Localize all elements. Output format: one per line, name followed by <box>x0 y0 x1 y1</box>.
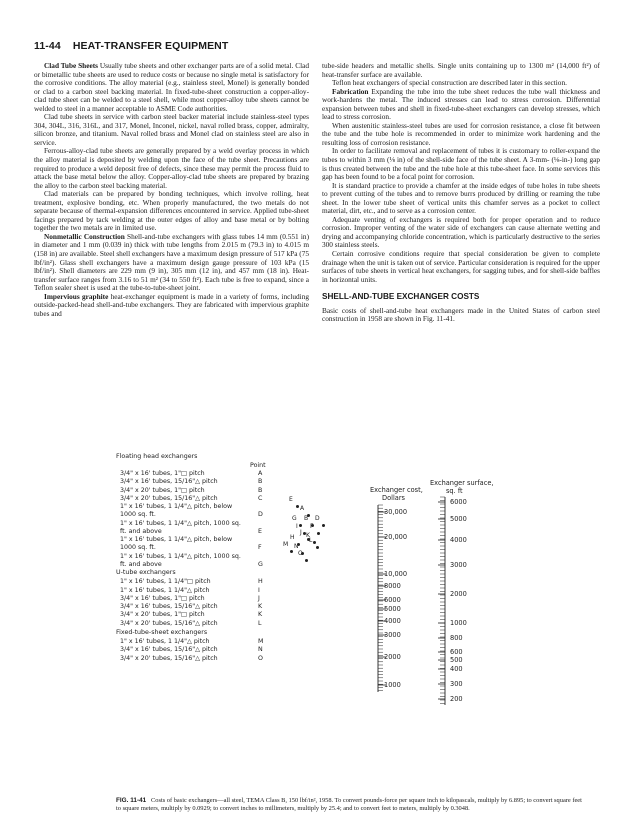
surface-tick-label: 800 <box>450 634 463 642</box>
legend-entry: 1" x 16' tubes, 1 1/4"△ pitch, below <box>120 536 233 543</box>
paragraph-text: Ferrous-alloy-clad tube sheets are generally prepared by a weld overlay process in which the alloy material is deposited by welding upon the face of the tube sheet. Precautions are required to produce a weld deposit free of defects, since these may permit the process fluid to attack the base metal below the alloy. Copper-alloy-clad tube sheets are prepared by brazing the alloy to the carbon steel backing material. <box>34 146 309 190</box>
legend-point-letter: E <box>258 527 262 535</box>
legend-point-letter: I <box>258 586 260 594</box>
cost-tick-label: 4000 <box>384 617 401 625</box>
cost-tick-label: 3000 <box>384 631 401 639</box>
legend-point-letter: L <box>258 619 262 627</box>
legend-entry: 1000 sq. ft. <box>120 511 156 519</box>
surface-tick-label: 500 <box>450 656 463 664</box>
paragraph-text: Shell-and-tube exchangers with glass tubes 14 mm (0.551 in) in diameter and 1 mm (0.039 in) thick with tube lengths from 2.015 m (79.3 in) to 4.015 m (158 in) are available. Steel shell exchangers have a maximum design pressure of 517 kPa (75 lbf/in²). Glass shell exchangers have a maximum design gauge pressure of 103 kPa (15 lbf/in²). Shell diameters are 229 mm (9 in), 305 mm (12 in), and 457 mm (18 in). Heat-transfer surface ranges from 3.16 to 51 m² (34 to 550 ft²). Each tube is free to expand, since a Teflon sealer sheet is used at the tube-to-tube-sheet joint. <box>34 231 309 293</box>
legend-entry: 1" x 16' tubes, 1 1/4"△ pitch <box>120 586 210 594</box>
paragraph-text: When austenitic stainless-steel tubes are used for corrosion resistance, a close fit between the tube and the tube hole is recommended in order to minimize work hardening and the resulting loss of corrosion resistance. <box>322 120 600 147</box>
plot-point <box>313 541 316 544</box>
caption-text: Costs of basic exchangers—all steel, TEMA Class B, 150 lbf/in², 1958. To convert pounds-force per square inch to kilopascals, multiply by 6.895; to convert square feet to square meters, multiply by 0.0929; to convert inches to millimeters, multiply by 25.4; and to convert feet to meters, multiply by 0.3048. <box>116 797 582 812</box>
paragraph-text: tube-side headers and metallic shells. Single units containing up to 1300 m² (14,000 ft²) of heat-transfer surface are available. <box>322 61 600 79</box>
legend-point-letter: F <box>258 544 262 552</box>
plot-point-label: E <box>289 496 293 503</box>
cost-tick-label: 8000 <box>384 582 401 590</box>
cost-axis-title: Dollars <box>382 494 405 502</box>
cost-tick-label: 2000 <box>384 653 401 661</box>
plot-point-label: M <box>283 541 289 548</box>
surface-tick-label: 300 <box>450 680 463 688</box>
surface-tick-label: 6000 <box>450 498 467 506</box>
legend-entry: 3/4" x 16' tubes, 1"□ pitch <box>120 594 205 602</box>
left-paragraph <box>34 293 309 319</box>
legend-point-letter: M <box>258 638 264 645</box>
legend-point-letter: C <box>258 494 263 502</box>
plot-point-label: L <box>309 537 313 544</box>
legend-entry: 3/4" x 16' tubes, 15/16"△ pitch <box>120 646 218 654</box>
plot-point-label: O <box>298 550 303 557</box>
right-paragraph <box>322 88 600 122</box>
legend-entry: 1" x 16' tubes, 1 1/4"△ pitch, 1000 sq. <box>120 519 241 527</box>
legend-group-title: Fixed-tube-sheet exchangers <box>116 628 208 636</box>
left-paragraph <box>34 190 309 233</box>
paragraph-text: Expanding the tube into the tube sheet reduces the tube wall thickness and work-hardens the metal. The induced stresses can lead to stress corrosion. Differential expansion between tubes and shell in fixed-tube-sheet exchangers can develop stresses, which lead to stress corrosion. <box>322 86 600 122</box>
plot-point <box>305 559 308 562</box>
legend-entry: 3/4" x 16' tubes, 15/16"△ pitch <box>120 478 218 486</box>
right-column <box>322 62 600 324</box>
paragraph-text: Clad materials can be prepared by bonding techniques, which involve rolling, heat treatment, explosive bonding, etc. When properly manufactured, the two metals do not separate because of thermal-expansion differences encountered in service. Applied tube-sheet facings prepared by tack welding at the outer edges of alloy and base metal or by bolting together the two metals are in limited use. <box>34 189 309 233</box>
surface-tick-label: 3000 <box>450 561 467 569</box>
legend-entry: 3/4" x 20' tubes, 1"□ pitch <box>120 611 205 619</box>
legend-entry: 3/4" x 20' tubes, 15/16"△ pitch <box>120 619 218 627</box>
legend-point-letter: J <box>258 594 260 602</box>
plot-point-label: N <box>294 543 299 550</box>
surface-tick-label: 2000 <box>450 590 467 598</box>
surface-tick-label: 4000 <box>450 536 467 544</box>
plot-point-label: B <box>304 515 309 522</box>
right-paragraph <box>322 122 600 148</box>
legend-entry: 1" x 16' tubes, 1 1/4"△ pitch <box>120 638 210 645</box>
point-column-header: Point <box>250 462 266 469</box>
left-paragraph <box>34 233 309 293</box>
left-paragraph <box>34 62 309 113</box>
surface-tick-label: 5000 <box>450 515 467 523</box>
surface-tick-label: 600 <box>450 648 463 656</box>
plot-point <box>317 532 320 535</box>
plot-point-label: I <box>296 523 298 530</box>
right-paragraph <box>322 182 600 216</box>
legend-point-letter: K <box>258 603 263 610</box>
plot-point <box>299 524 302 527</box>
cost-axis-title: Exchanger cost, <box>370 486 423 494</box>
cost-tick-label: 1000 <box>384 681 401 689</box>
paragraph-text: In order to facilitate removal and replacement of tubes it is customary to roller-expand the tubes to within 3 mm (⅛ in) of the shell-side face of the tube sheet. A 3-mm- (⅛-in-) long gap is thus created between the tube and the tube hole at this tube-sheet face. In some services this gap has been found to be a focal point for corrosion. <box>322 146 600 182</box>
legend-point-letter: G <box>258 560 263 568</box>
legend-entry: 3/4" x 20' tubes, 15/16"△ pitch <box>120 494 218 502</box>
run-in-heading: Fabrication <box>332 86 369 96</box>
left-paragraph <box>34 113 309 147</box>
plot-point <box>290 550 293 553</box>
cost-tick-label: 20,000 <box>384 533 408 541</box>
legend-point-letter: H <box>258 578 263 586</box>
run-in-heading: Clad Tube Sheets <box>44 61 98 70</box>
cost-tick-label: 10,000 <box>384 570 408 578</box>
right-paragraph <box>322 62 600 79</box>
paragraph-text: Clad tube sheets in service with carbon steel backer material include stainless-steel types 304, 304L, 316, 316L, and 317, Monel, Inconel, nickel, naval rolled brass, copper, admiralty, silicon bronze, and titanium. Naval rolled brass and Monel clad on stainless steel are also in service. <box>34 112 309 147</box>
legend-title: Floating head exchangers <box>116 453 198 460</box>
legend-entry: 1" x 16' tubes, 1 1/4"□ pitch <box>120 578 211 586</box>
paragraph-text: Certain corrosive conditions require that special consideration be given to complete drainage when the unit is taken out of service. Particular consideration is required for the upper surfaces of tube sheets in vertical heat exchangers, for sagging tubes, and for shell-side baffles in horizontal units. <box>322 249 600 284</box>
cost-tick-label: 6000 <box>384 596 401 604</box>
plot-point-label: H <box>290 534 295 541</box>
right-paragraph <box>322 250 600 284</box>
legend-point-letter: A <box>258 470 263 477</box>
legend-entry: 1000 sq. ft. <box>120 544 156 552</box>
legend-group-title: U-tube exchangers <box>116 569 176 576</box>
left-paragraph <box>34 147 309 190</box>
right-paragraph <box>322 147 600 181</box>
surface-tick-label: 400 <box>450 665 463 673</box>
legend-entry: ft. and above <box>120 527 162 535</box>
legend-point-letter: B <box>258 478 263 486</box>
section-text-costs: Basic costs of shell-and-tube heat exchangers made in the United States of carbon steel construction in 1958 are shown in Fig. 11-41. <box>322 305 600 324</box>
legend-point-letter: K <box>258 611 263 619</box>
plot-point <box>316 546 319 549</box>
section-title-costs: SHELL-AND-TUBE EXCHANGER COSTS <box>322 292 480 302</box>
figure-caption <box>116 797 586 813</box>
legend-entry: 1" x 16' tubes, 1 1/4"△ pitch, 1000 sq. <box>120 552 241 560</box>
plot-point <box>296 505 299 508</box>
legend-point-letter: D <box>258 511 263 519</box>
surface-tick-label: 1000 <box>450 619 467 627</box>
legend-point-letter: B <box>258 486 263 494</box>
legend-entry: 1" x 16' tubes, 1 1/4"△ pitch, below <box>120 503 233 510</box>
paragraph-text: It is standard practice to provide a chamfer at the inside edges of tube holes in tube sheets to prevent cutting of the tubes and to remove burrs produced by drilling or reaming the tube sheet. In the lower tube sheet of vertical units this chamfer serves as a pocket to collect material, dirt, etc., and to serve as a corrosion center. <box>322 180 600 216</box>
plot-point-label: K <box>306 532 310 539</box>
surface-axis-title: sq. ft <box>446 487 463 495</box>
plot-point-label: D <box>315 515 320 522</box>
paragraph-text: Teflon heat exchangers of special construction are described later in this section. <box>332 78 567 88</box>
surface-tick-label: 200 <box>450 695 463 703</box>
legend-entry: 3/4" x 20' tubes, 1"□ pitch <box>120 486 205 494</box>
paragraph-text: Adequate venting of exchangers is required both for proper operation and to reduce corrosion. Improper venting of the water side of exchangers can cause alternate wetting and drying and accompanying chloride concentration, which is particularly destructive to the series 300 stainless steels. <box>322 214 600 250</box>
figure-11-41 <box>112 447 582 792</box>
legend-point-letter: N <box>258 646 263 654</box>
caption-label: FIG. 11-41 <box>116 797 147 804</box>
run-in-heading: Impervious graphite <box>44 291 109 301</box>
legend-point-letter: O <box>258 654 263 662</box>
plot-point-label: A <box>300 505 305 512</box>
plot-point <box>322 524 325 527</box>
right-paragraph <box>322 216 600 250</box>
legend-entry: 3/4" x 20' tubes, 15/16"△ pitch <box>120 654 218 662</box>
running-header: 11-44 HEAT-TRANSFER EQUIPMENT <box>34 40 229 52</box>
plot-point-label: G <box>292 515 297 522</box>
legend-entry: 3/4" x 16' tubes, 1"□ pitch <box>120 470 205 477</box>
paragraph-text: heat-exchanger equipment is made in a variety of forms, including outside-packed-head shell-and-tube exchangers. They are fabricated with impervious graphite tubes and <box>34 291 309 318</box>
plot-point-label: F <box>310 523 314 530</box>
cost-tick-label: 30,000 <box>384 508 408 516</box>
cost-tick-label: 5000 <box>384 605 401 613</box>
paragraph-text: Usually tube sheets and other exchanger parts are of a solid metal. Clad or bimetallic tube sheets are used to reduce costs or because no single metal is satisfactory for the corrosive conditions. The alloy material (e.g., stainless steel, Monel) is generally bonded or clad to a carbon steel backing material. In fixed-tube-sheet construction a copper-alloy-clad tube sheet can be welded to a steel shell, while most copper-alloy tube sheets cannot be welded to steel in a manner acceptable to ASME Code authorities. <box>34 61 309 113</box>
surface-axis-title: Exchanger surface, <box>430 479 494 487</box>
plot-point-label: J <box>300 529 302 536</box>
legend-entry: ft. and above <box>120 560 162 568</box>
left-column <box>34 62 309 318</box>
run-in-heading: Nonmetallic Construction <box>44 231 125 241</box>
legend-entry: 3/4" x 16' tubes, 15/16"△ pitch <box>120 603 218 610</box>
